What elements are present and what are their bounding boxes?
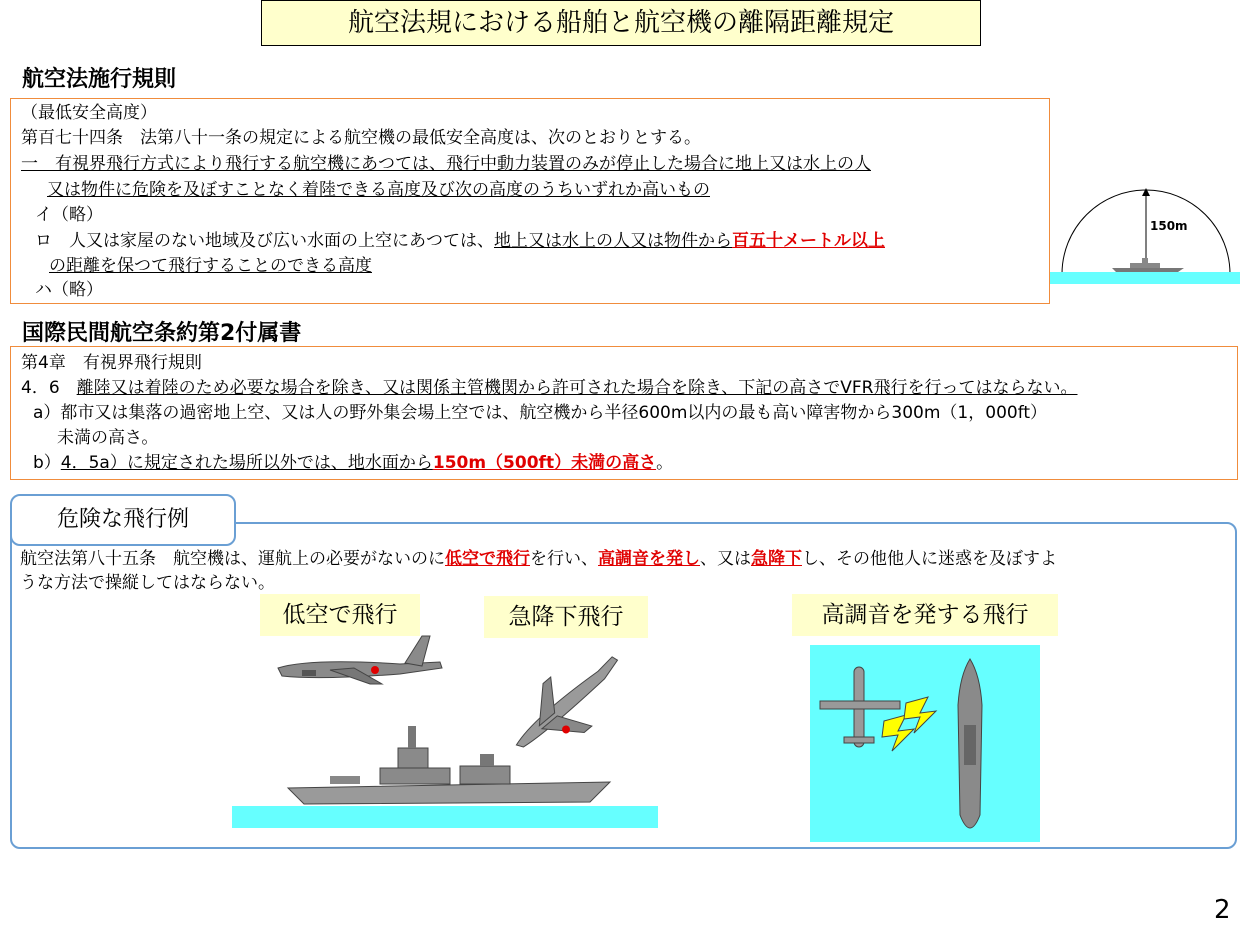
- page-number: 2: [1214, 895, 1231, 925]
- s2-line2-a: 4．6: [21, 378, 77, 398]
- aircraft-level-icon: [278, 636, 442, 684]
- s2-line5-d: 。: [656, 453, 674, 473]
- label-noise-flight: 高調音を発する飛行: [792, 594, 1058, 636]
- s1-line3: 一 有視界飛行方式により飛行する航空機にあつては、飛行中動力装置のみが停止した場合に地上又は水上の人: [21, 154, 871, 174]
- s1-line2: 第百七十四条 法第八十一条の規定による航空機の最低安全高度は、次のとおりとする。: [21, 128, 701, 148]
- s3-line1: [20, 547, 1057, 571]
- ship-small-icon: [1112, 258, 1184, 272]
- s1-line6-c: 百五十メートル以上: [732, 231, 885, 251]
- s2-line5-a: b）: [33, 453, 61, 473]
- s2-line2-b: 離陸又は着陸のため必要な場合を除き、又は関係主管機関から許可された場合を除き、下記の高さでVFR飛行を行ってはならない。: [76, 378, 1078, 398]
- s1-line6: [35, 229, 885, 253]
- label-low-flight: 低空で飛行: [260, 594, 420, 636]
- s2-line4: 未満の高さ。: [57, 428, 159, 448]
- s1-line4: 又は物件に危険を及ぼすことなく着陸できる高度及び次の高度のうちいずれか高いもの: [47, 180, 710, 200]
- s1-line6-b: 地上又は水上の人又は物件から: [494, 231, 732, 251]
- page-title: 航空法規における船舶と航空機の離隔距離規定: [261, 0, 981, 46]
- noise-flight-illustration: [810, 645, 1040, 842]
- s1-line1: （最低安全高度）: [21, 103, 157, 123]
- section1-box: [10, 98, 1050, 304]
- section2-heading: 国際民間航空条約第2付属書: [22, 321, 302, 346]
- s2-line3: a）都市又は集落の過密地上空、又は人の野外集会場上空では、航空機から半径600m以内の最も高い障害物から300m（1，000ft）: [33, 403, 1048, 423]
- s3-low-flight: 低空で飛行: [445, 549, 530, 569]
- s3-high-pitch: 高調音を発し: [598, 549, 700, 569]
- s3-line1-c: を行い、: [530, 549, 598, 569]
- s2-line1: 第4章 有視界飛行規則: [21, 353, 202, 373]
- label-dive-flight: 急降下飛行: [484, 596, 648, 638]
- ship-topview-icon: [958, 659, 982, 828]
- s2-line5-b: 4．5a）に規定された場所以外では、地水面から: [60, 453, 433, 473]
- low-flight-illustration: [230, 630, 660, 830]
- s2-line5: [33, 451, 673, 475]
- s2-line5-c: 150m（500ft）未満の高さ: [432, 453, 657, 473]
- section1-heading: 航空法施行規則: [22, 67, 177, 92]
- warship-icon: [288, 726, 610, 804]
- section2-box: [10, 346, 1238, 480]
- s1-line5: イ（略）: [35, 205, 103, 225]
- aircraft-dive-icon: [497, 637, 639, 771]
- dangerous-flight-tab: 危険な飛行例: [10, 494, 236, 546]
- s3-line1-a: 航空法第八十五条 航空機は、運航上の必要がないのに: [20, 549, 445, 569]
- s3-line1-g: し、その他他人に迷惑を及ぼすよ: [802, 549, 1057, 569]
- s1-line8: ハ（略）: [35, 280, 103, 300]
- s3-line1-e: 、又は: [700, 549, 751, 569]
- diagram-150m-label: 150m: [1150, 219, 1188, 233]
- altitude-dome-diagram: [1050, 180, 1246, 286]
- s3-line2: うな方法で操縦してはならない。: [20, 573, 275, 593]
- s3-dive: 急降下: [751, 549, 802, 569]
- s1-line6-a: ロ 人又は家屋のない地域及び広い水面の上空にあつては、: [35, 231, 494, 251]
- sea-band: [232, 806, 658, 828]
- s2-line2: [21, 376, 1078, 400]
- s1-line7: の距離を保つて飛行することのできる高度: [49, 256, 372, 276]
